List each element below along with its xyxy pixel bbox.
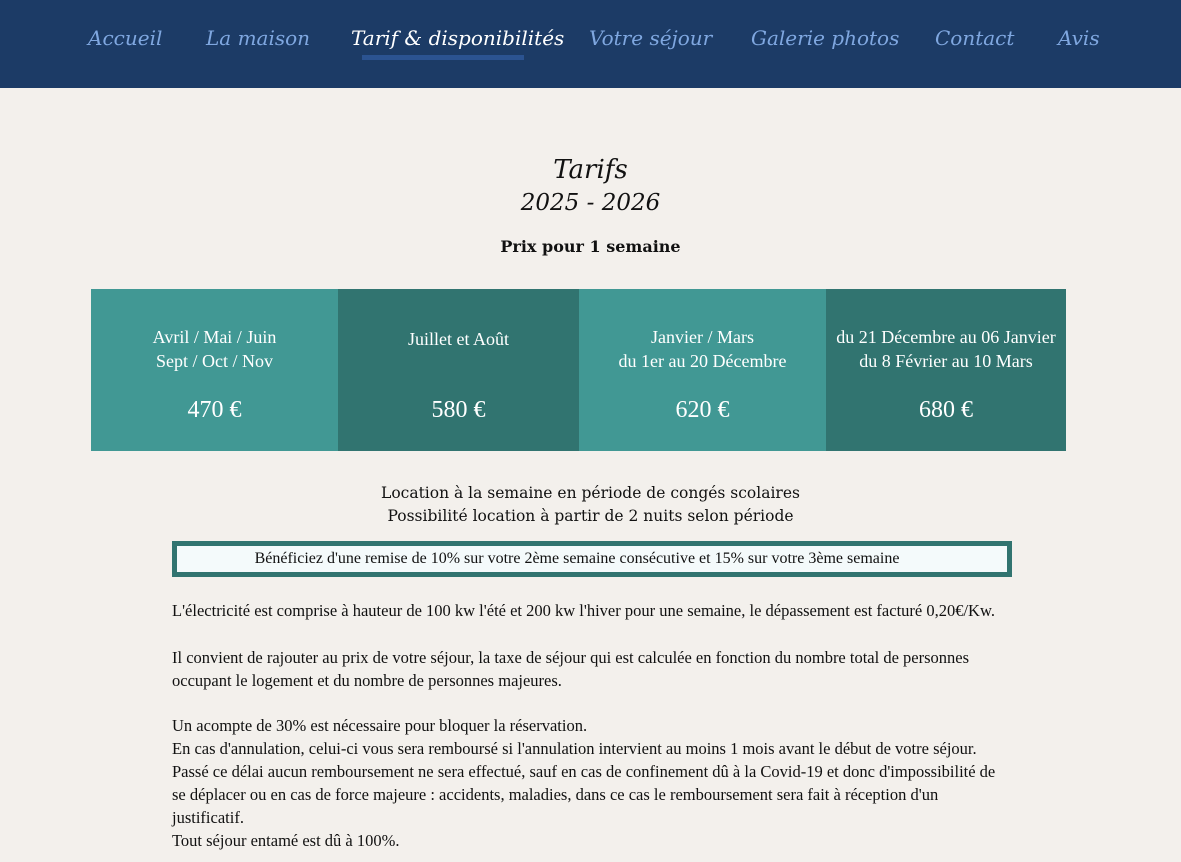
page-title: Tarifs: [553, 155, 628, 185]
season-years: 2025 - 2026: [520, 190, 661, 216]
cancellation-line: En cas d'annulation, celui-ci vous sera remboursé si l'annulation intervient au moins 1 mois avant le début de votre séjour.: [172, 739, 977, 758]
period-label: [338, 327, 579, 351]
nav-item-galerie-photos[interactable]: Galerie photos: [751, 26, 900, 50]
period-line: Sept / Oct / Nov: [156, 351, 273, 371]
period-label: [91, 325, 338, 373]
nav-item-contact[interactable]: Contact: [935, 26, 1015, 50]
pricing-cell: [91, 289, 338, 451]
period-label: [826, 325, 1066, 373]
period-line: du 8 Février au 10 Mars: [859, 351, 1033, 371]
pricing-grid: [91, 289, 1066, 451]
period-line: du 1er au 20 Décembre: [618, 351, 787, 371]
price-value: 580 €: [431, 397, 486, 423]
period-line: Janvier / Mars: [651, 327, 754, 347]
active-tab-underline: [362, 55, 524, 60]
price-subtitle: Prix pour 1 semaine: [500, 237, 681, 256]
cancellation-line: justificatif.: [172, 808, 244, 827]
tax-paragraph-line: occupant le logement et du nombre de personnes majeures.: [172, 671, 562, 690]
nav-item-avis[interactable]: Avis: [1058, 26, 1100, 50]
period-label: [579, 325, 826, 373]
pricing-cell: [826, 289, 1066, 451]
nav-item-la-maison[interactable]: La maison: [206, 26, 311, 50]
pricing-cell: [579, 289, 826, 451]
final-note: Tout séjour entamé est dû à 100%.: [172, 831, 400, 850]
period-line: Juillet et Août: [408, 329, 509, 349]
rental-info-line: Possibilité location à partir de 2 nuits selon période: [387, 507, 794, 525]
nav-item-votre-sejour[interactable]: Votre séjour: [589, 26, 713, 50]
cancellation-line: Passé ce délai aucun remboursement ne sera effectué, sauf en cas de confinement dû à la Covid-19 et donc d'impossibilité de: [172, 762, 996, 781]
price-value: 680 €: [919, 397, 973, 423]
nav-item-accueil[interactable]: Accueil: [88, 26, 163, 50]
price-value: 620 €: [675, 397, 730, 423]
main-nav: [0, 0, 1181, 88]
nav-item-tarif-disponibilites[interactable]: Tarif & disponibilités: [351, 26, 565, 50]
rental-info-line: Location à la semaine en période de congés scolaires: [381, 484, 800, 502]
period-line: Avril / Mai / Juin: [152, 327, 277, 347]
discount-banner: Bénéficiez d'une remise de 10% sur votre 2ème semaine consécutive et 15% sur votre 3ème semaine: [172, 541, 1012, 577]
deposit-paragraph: Un acompte de 30% est nécessaire pour bloquer la réservation.: [172, 716, 588, 735]
period-line: du 21 Décembre au 06 Janvier: [836, 327, 1056, 347]
cancellation-line: se déplacer ou en cas de force majeure : accidents, maladies, dans ce cas le remboursement sera fait à réception d'un: [172, 785, 939, 804]
pricing-cell: [338, 289, 579, 451]
electricity-paragraph: L'électricité est comprise à hauteur de 100 kw l'été et 200 kw l'hiver pour une semaine, le dépassement est facturé 0,20€/Kw.: [172, 601, 995, 620]
tax-paragraph-line: Il convient de rajouter au prix de votre séjour, la taxe de séjour qui est calculée en fonction du nombre total de personnes: [172, 648, 970, 667]
price-value: 470 €: [187, 397, 242, 423]
